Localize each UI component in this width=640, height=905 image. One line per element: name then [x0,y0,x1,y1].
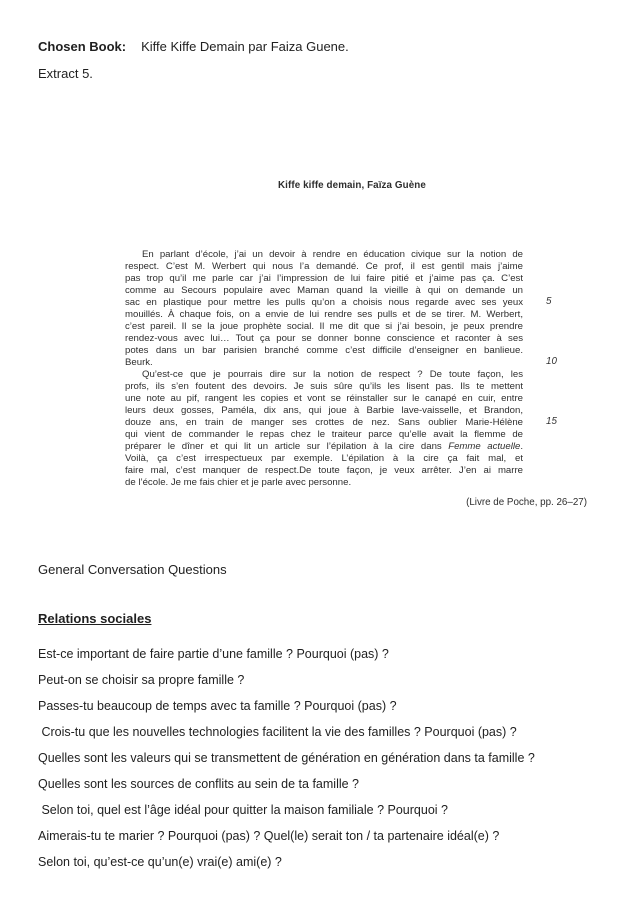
question-item: Passes-tu beaucoup de temps avec ta famille ? Pourquoi (pas) ? [38,699,397,713]
extract-line: faire mal, c’est manquer de respect.De toute façon, je veux arrêter. J’en ai marre [125,465,523,476]
extract-line: profs, ils s’en foutent des devoirs. Je suis sûre qu’ils les lisent pas. Ils te mettent [125,381,523,392]
extract-line: mouillés. À chaque fois, on a envie de lui rendre ses pulls et de se tirer. M. Werbert, [125,309,523,320]
extract-line: rendez-vous avec lui… Tout ça pour se donner bonne conscience et raconter à ses [125,333,523,344]
question-item: Aimerais-tu te marier ? Pourquoi (pas) ? Quel(le) serait ton / ta partenaire idéal(e) ? [38,829,500,843]
chosen-book-label: Chosen Book: [38,39,127,54]
chosen-book-value: Kiffe Kiffe Demain par Faiza Guene. [141,39,349,54]
femme-line-post: . [520,441,523,452]
chosen-book-line [38,39,349,54]
extract-line-femme-actuelle [125,441,523,453]
line-number-5: 5 [546,296,552,307]
extract-line: comme au Secours populaire avec Maman quand la vieille à qui on demande un [125,285,523,296]
question-item: Selon toi, qu’est-ce qu’un(e) vrai(e) ami(e) ? [38,855,282,869]
question-item: Quelles sont les valeurs qui se transmettent de génération en génération dans ta famille ? [38,751,535,765]
extract-source-citation: (Livre de Poche, pp. 26–27) [466,497,587,508]
relations-sociales-heading: Relations sociales [38,611,152,626]
extract-line: sac en plastique pour mettre les pulls qu’on a choisis nous regarde avec ses yeux [125,297,523,308]
extract-line: douze ans, en train de manger ses crottes de nez. Sans oublier Marie-Hélène [125,417,523,428]
question-item: Peut-on se choisir sa propre famille ? [38,673,245,687]
question-item: Crois-tu que les nouvelles technologies facilitent la vie des familles ? Pourquoi (pas) ? [38,725,517,739]
extract-line: leurs deux gosses, Paméla, dix ans, qui joue à Barbie lave-vaisselle, et Brandon, [125,405,523,416]
line-number-10: 10 [546,356,557,367]
extract-line: En parlant d’école, j’ai un devoir à rendre en éducation civique sur la notion de [142,249,523,260]
question-item: Quelles sont les sources de conflits au sein de ta famille ? [38,777,360,791]
question-list [38,641,618,875]
extract-title: Kiffe kiffe demain, Faïza Guène [278,180,426,191]
extract-body [125,249,523,489]
extract-line: potes dans un bar parisien branché comme c’est difficile d’enseigner en banlieue. [125,345,523,356]
extract-line: Qu’est-ce que je pourrais dire sur la notion de respect ? De toute façon, les [142,369,523,380]
extract-line: une note au pif, rangent les copies et vont se réinstaller sur le canapé en cuir, entre [125,393,523,404]
extract-line: Beurk. [125,357,153,368]
conversation-questions-heading: General Conversation Questions [38,562,227,577]
extract-number-label: Extract 5. [38,66,93,81]
extract-line: c’est pareil. Il se la joue prophète social. Il me dit que si j’ai besoin, je peux prendre [125,321,523,332]
extract-line: Voilà, ça c’est irrespectueux par exemple. L’épilation à la cire ça fait mal, et [125,453,523,464]
line-number-15: 15 [546,416,557,427]
question-item: Est-ce important de faire partie d’une famille ? Pourquoi (pas) ? [38,647,389,661]
extract-line: respect. C’est M. Werbert qui nous l’a demandé. Ce prof, il est gentil mais j’aime [125,261,523,272]
question-item: Selon toi, quel est l’âge idéal pour quitter la maison familiale ? Pourquoi ? [38,803,448,817]
extract-line: qui vient de commander le repas chez le traiteur parce qu’elle avait la flemme de [125,429,523,440]
extract-line: de l’école. Je me fais chier et je parle avec personne. [125,477,352,488]
extract-line: pas trop qu’il me parle car j’ai l’impression de lui faire pitié et j’aime pas ça. C’est [125,273,523,284]
femme-line-pre: préparer le dîner et qui lit un article sur l’épilation à la cire dans [125,441,449,452]
femme-line-italic-title: Femme actuelle [448,441,521,452]
